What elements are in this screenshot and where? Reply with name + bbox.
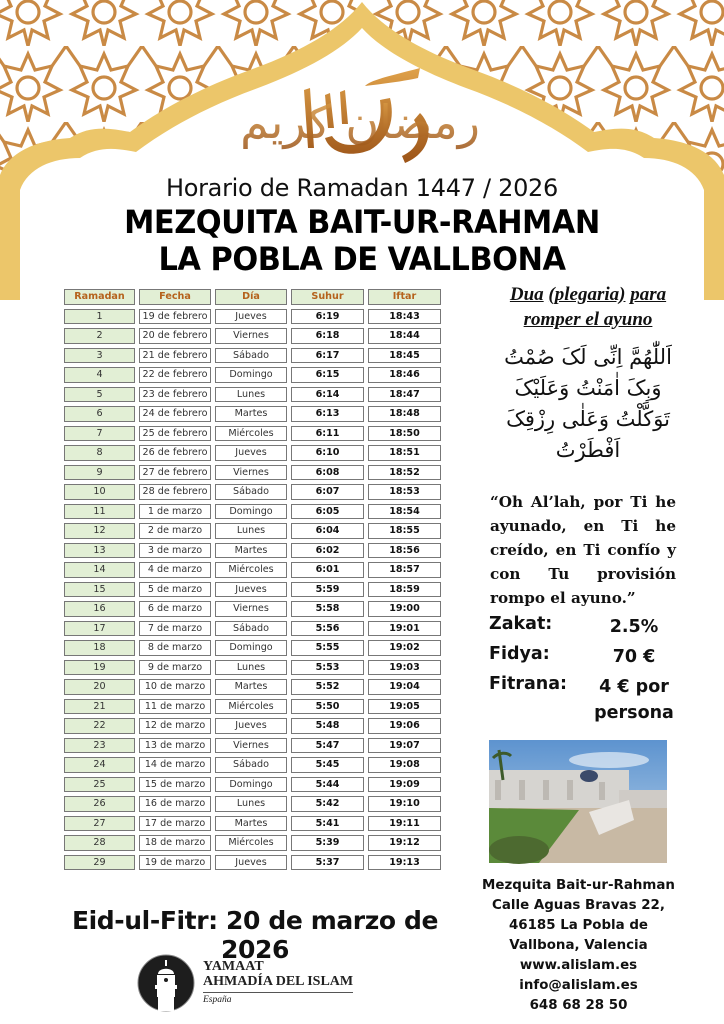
cell-suhur: 6:19 (291, 309, 364, 325)
dua-arabic-text (478, 342, 698, 466)
cell-day-number: 12 (64, 523, 135, 539)
cell-day-number: 27 (64, 816, 135, 832)
cell-date: 8 de marzo (139, 640, 211, 656)
fee-value: 2.5% (609, 617, 659, 637)
ramadan-kareem-calligraphy (240, 58, 480, 173)
cell-day-number: 24 (64, 757, 135, 773)
table-row (64, 679, 441, 695)
cell-day-number: 13 (64, 543, 135, 559)
cell-day-number: 29 (64, 855, 135, 871)
cell-iftar: 19:06 (368, 718, 441, 734)
cell-date: 9 de marzo (139, 660, 211, 676)
cell-suhur: 6:15 (291, 367, 364, 383)
cell-suhur: 5:41 (291, 816, 364, 832)
email-link[interactable]: info@alislam.es (519, 978, 638, 993)
cell-suhur: 5:45 (291, 757, 364, 773)
cell-date: 26 de febrero (139, 445, 211, 461)
cell-weekday: Miércoles (215, 699, 287, 715)
cell-date: 10 de marzo (139, 679, 211, 695)
cell-iftar: 18:59 (368, 582, 441, 598)
cell-suhur: 6:08 (291, 465, 364, 481)
cell-date: 3 de marzo (139, 543, 211, 559)
cell-suhur: 5:50 (291, 699, 364, 715)
cell-iftar: 18:43 (368, 309, 441, 325)
cell-iftar: 19:03 (368, 660, 441, 676)
cell-suhur: 6:17 (291, 348, 364, 364)
cell-iftar: 18:46 (368, 367, 441, 383)
arabic-line: اَفْطَرْتُ (555, 438, 621, 462)
cell-weekday: Viernes (215, 328, 287, 344)
fees-list (489, 614, 679, 726)
cell-iftar: 18:52 (368, 465, 441, 481)
cell-weekday: Martes (215, 816, 287, 832)
cell-date: 14 de marzo (139, 757, 211, 773)
cell-date: 2 de marzo (139, 523, 211, 539)
cell-day-number: 23 (64, 738, 135, 754)
table-row (64, 640, 441, 656)
column-header-dia: Día (215, 289, 287, 305)
fee-fitrana (489, 674, 679, 726)
fee-label: Fidya: (489, 644, 550, 664)
table-row (64, 562, 441, 578)
table-row (64, 309, 441, 325)
table-row (64, 465, 441, 481)
table-row (64, 621, 441, 637)
cell-suhur: 5:59 (291, 582, 364, 598)
mosque-location-title: LA POBLA DE VALLBONA (158, 240, 566, 278)
cell-iftar: 19:10 (368, 796, 441, 812)
cell-iftar: 19:12 (368, 835, 441, 851)
table-row (64, 328, 441, 344)
cell-day-number: 2 (64, 328, 135, 344)
cell-day-number: 19 (64, 660, 135, 676)
cell-date: 25 de febrero (139, 426, 211, 442)
cell-suhur: 5:39 (291, 835, 364, 851)
cell-iftar: 19:05 (368, 699, 441, 715)
cell-suhur: 5:47 (291, 738, 364, 754)
cell-iftar: 18:51 (368, 445, 441, 461)
minaret-icon (137, 954, 195, 1012)
cell-iftar: 18:50 (368, 426, 441, 442)
address-name: Mezquita Bait-ur-Rahman (482, 878, 675, 893)
cell-weekday: Lunes (215, 387, 287, 403)
cell-day-number: 15 (64, 582, 135, 598)
cell-weekday: Domingo (215, 367, 287, 383)
address-city-line2: Vallbona, Valencia (509, 938, 648, 953)
cell-suhur: 6:05 (291, 504, 364, 520)
dua-title-para: para (630, 284, 667, 305)
cell-weekday: Jueves (215, 855, 287, 871)
cell-weekday: Viernes (215, 465, 287, 481)
arabic-line: تَوَکَّلْتُ وَعَلٰی رِزْقِکَ (506, 407, 670, 431)
mosque-photo (489, 740, 667, 863)
column-header-iftar: Iftar (368, 289, 441, 305)
cell-weekday: Viernes (215, 738, 287, 754)
fee-label: Fitrana: (489, 674, 568, 694)
cell-iftar: 19:01 (368, 621, 441, 637)
cell-iftar: 19:02 (368, 640, 441, 656)
dua-title-word: Dua (509, 284, 544, 305)
cell-weekday: Domingo (215, 504, 287, 520)
cell-day-number: 21 (64, 699, 135, 715)
cell-day-number: 1 (64, 309, 135, 325)
cell-iftar: 19:07 (368, 738, 441, 754)
website-link[interactable]: www.alislam.es (519, 958, 638, 973)
table-row (64, 348, 441, 364)
table-row (64, 816, 441, 832)
cell-day-number: 26 (64, 796, 135, 812)
cell-date: 28 de febrero (139, 484, 211, 500)
cell-weekday: Sábado (215, 621, 287, 637)
cell-suhur: 6:11 (291, 426, 364, 442)
table-row (64, 445, 441, 461)
table-row (64, 543, 441, 559)
cell-iftar: 19:04 (368, 679, 441, 695)
cell-suhur: 6:01 (291, 562, 364, 578)
cell-weekday: Miércoles (215, 562, 287, 578)
table-row (64, 367, 441, 383)
table-row (64, 504, 441, 520)
cell-weekday: Domingo (215, 640, 287, 656)
table-row (64, 699, 441, 715)
cell-suhur: 6:02 (291, 543, 364, 559)
cell-day-number: 17 (64, 621, 135, 637)
logo-line3: España (203, 995, 232, 1005)
table-row (64, 777, 441, 793)
eid-date: Eid-ul-Fitr: 20 de marzo de 2026 (71, 906, 439, 964)
column-header-fecha: Fecha (139, 289, 211, 305)
cell-suhur: 5:48 (291, 718, 364, 734)
cell-day-number: 5 (64, 387, 135, 403)
cell-day-number: 3 (64, 348, 135, 364)
cell-date: 21 de febrero (139, 348, 211, 364)
cell-weekday: Sábado (215, 348, 287, 364)
cell-day-number: 6 (64, 406, 135, 422)
cell-date: 5 de marzo (139, 582, 211, 598)
table-row (64, 601, 441, 617)
organization-logo (137, 954, 353, 1012)
table-row (64, 523, 441, 539)
cell-weekday: Sábado (215, 757, 287, 773)
cell-weekday: Martes (215, 543, 287, 559)
ramadan-schedule-table (60, 285, 445, 874)
cell-suhur: 6:18 (291, 328, 364, 344)
table-row (64, 426, 441, 442)
cell-weekday: Lunes (215, 660, 287, 676)
cell-date: 19 de marzo (139, 855, 211, 871)
cell-date: 1 de marzo (139, 504, 211, 520)
arabic-line: اَللّٰهُمَّ اِنِّی لَکَ صُمْتُ (504, 345, 672, 369)
cell-weekday: Jueves (215, 718, 287, 734)
contact-address (476, 876, 681, 1016)
cell-weekday: Miércoles (215, 426, 287, 442)
cell-date: 12 de marzo (139, 718, 211, 734)
cell-suhur: 6:07 (291, 484, 364, 500)
cell-date: 11 de marzo (139, 699, 211, 715)
cell-iftar: 18:54 (368, 504, 441, 520)
cell-date: 18 de marzo (139, 835, 211, 851)
cell-weekday: Lunes (215, 796, 287, 812)
cell-day-number: 25 (64, 777, 135, 793)
fee-fidya (489, 644, 679, 674)
cell-day-number: 28 (64, 835, 135, 851)
cell-iftar: 18:47 (368, 387, 441, 403)
fee-value: 4 € por persona (594, 677, 674, 723)
cell-day-number: 20 (64, 679, 135, 695)
cell-weekday: Lunes (215, 523, 287, 539)
cell-weekday: Miércoles (215, 835, 287, 851)
cell-iftar: 18:55 (368, 523, 441, 539)
cell-weekday: Sábado (215, 484, 287, 500)
cell-date: 17 de marzo (139, 816, 211, 832)
cell-day-number: 22 (64, 718, 135, 734)
cell-date: 24 de febrero (139, 406, 211, 422)
cell-date: 19 de febrero (139, 309, 211, 325)
cell-day-number: 18 (64, 640, 135, 656)
cell-date: 15 de marzo (139, 777, 211, 793)
cell-iftar: 18:48 (368, 406, 441, 422)
table-row (64, 582, 441, 598)
table-row (64, 757, 441, 773)
cell-iftar: 18:45 (368, 348, 441, 364)
cell-suhur: 5:52 (291, 679, 364, 695)
cell-date: 7 de marzo (139, 621, 211, 637)
cell-weekday: Jueves (215, 582, 287, 598)
cell-date: 6 de marzo (139, 601, 211, 617)
cell-iftar: 18:56 (368, 543, 441, 559)
address-street: Calle Aguas Bravas 22, (492, 898, 665, 913)
cell-day-number: 8 (64, 445, 135, 461)
cell-weekday: Martes (215, 679, 287, 695)
cell-suhur: 5:58 (291, 601, 364, 617)
cell-date: 27 de febrero (139, 465, 211, 481)
cell-iftar: 19:09 (368, 777, 441, 793)
cell-date: 16 de marzo (139, 796, 211, 812)
cell-suhur: 5:42 (291, 796, 364, 812)
cell-iftar: 19:08 (368, 757, 441, 773)
table-row (64, 718, 441, 734)
cell-iftar: 18:57 (368, 562, 441, 578)
cell-weekday: Jueves (215, 445, 287, 461)
cell-iftar: 19:13 (368, 855, 441, 871)
cell-day-number: 16 (64, 601, 135, 617)
dua-translation: “Oh Al’lah, por Ti he ayunado, en Ti he creído, en Ti confío y con Tu provisión rompo el ayuno.” (490, 493, 676, 607)
cell-weekday: Viernes (215, 601, 287, 617)
table-row (64, 406, 441, 422)
cell-iftar: 18:53 (368, 484, 441, 500)
cell-suhur: 6:13 (291, 406, 364, 422)
cell-suhur: 5:53 (291, 660, 364, 676)
cell-date: 13 de marzo (139, 738, 211, 754)
table-row (64, 484, 441, 500)
table-row (64, 835, 441, 851)
cell-suhur: 6:04 (291, 523, 364, 539)
mosque-name-title: MEZQUITA BAIT-UR-RAHMAN (124, 203, 600, 241)
cell-suhur: 6:10 (291, 445, 364, 461)
cell-day-number: 14 (64, 562, 135, 578)
cell-day-number: 7 (64, 426, 135, 442)
schedule-subtitle: Horario de Ramadan 1447 / 2026 (165, 174, 558, 202)
arabic-line: وَبِکَ اٰمَنْتُ وَعَلَیْکَ (514, 376, 662, 400)
cell-day-number: 10 (64, 484, 135, 500)
cell-weekday: Martes (215, 406, 287, 422)
calligraphy-text: رمضان كريم (240, 95, 480, 149)
table-header-row (64, 289, 441, 305)
cell-suhur: 5:37 (291, 855, 364, 871)
fee-value: 70 € (612, 647, 656, 667)
cell-weekday: Jueves (215, 309, 287, 325)
column-header-ramadan: Ramadan (64, 289, 135, 305)
cell-suhur: 6:14 (291, 387, 364, 403)
cell-suhur: 5:56 (291, 621, 364, 637)
cell-weekday: Domingo (215, 777, 287, 793)
table-row (64, 387, 441, 403)
logo-line2: AHMADÍA DEL ISLAM (203, 974, 353, 993)
fee-label: Zakat: (489, 614, 553, 634)
cell-date: 4 de marzo (139, 562, 211, 578)
cell-date: 22 de febrero (139, 367, 211, 383)
cell-suhur: 5:55 (291, 640, 364, 656)
cell-day-number: 11 (64, 504, 135, 520)
cell-date: 23 de febrero (139, 387, 211, 403)
cell-suhur: 5:44 (291, 777, 364, 793)
table-row (64, 738, 441, 754)
dua-title (478, 282, 698, 332)
cell-iftar: 18:44 (368, 328, 441, 344)
cell-date: 20 de febrero (139, 328, 211, 344)
cell-day-number: 9 (64, 465, 135, 481)
cell-day-number: 4 (64, 367, 135, 383)
table-row (64, 660, 441, 676)
table-row (64, 796, 441, 812)
cell-iftar: 19:11 (368, 816, 441, 832)
cell-iftar: 19:00 (368, 601, 441, 617)
logo-line1: YAMAAT (203, 959, 264, 974)
fee-zakat (489, 614, 679, 644)
phone-number: 648 68 28 50 (529, 998, 628, 1013)
table-row (64, 855, 441, 871)
dua-title-line2: romper el ayuno (523, 309, 653, 330)
column-header-suhur: Suhur (291, 289, 364, 305)
dua-title-plegaria: (plegaria) (548, 284, 626, 305)
address-city-line1: 46185 La Pobla de (508, 918, 649, 933)
